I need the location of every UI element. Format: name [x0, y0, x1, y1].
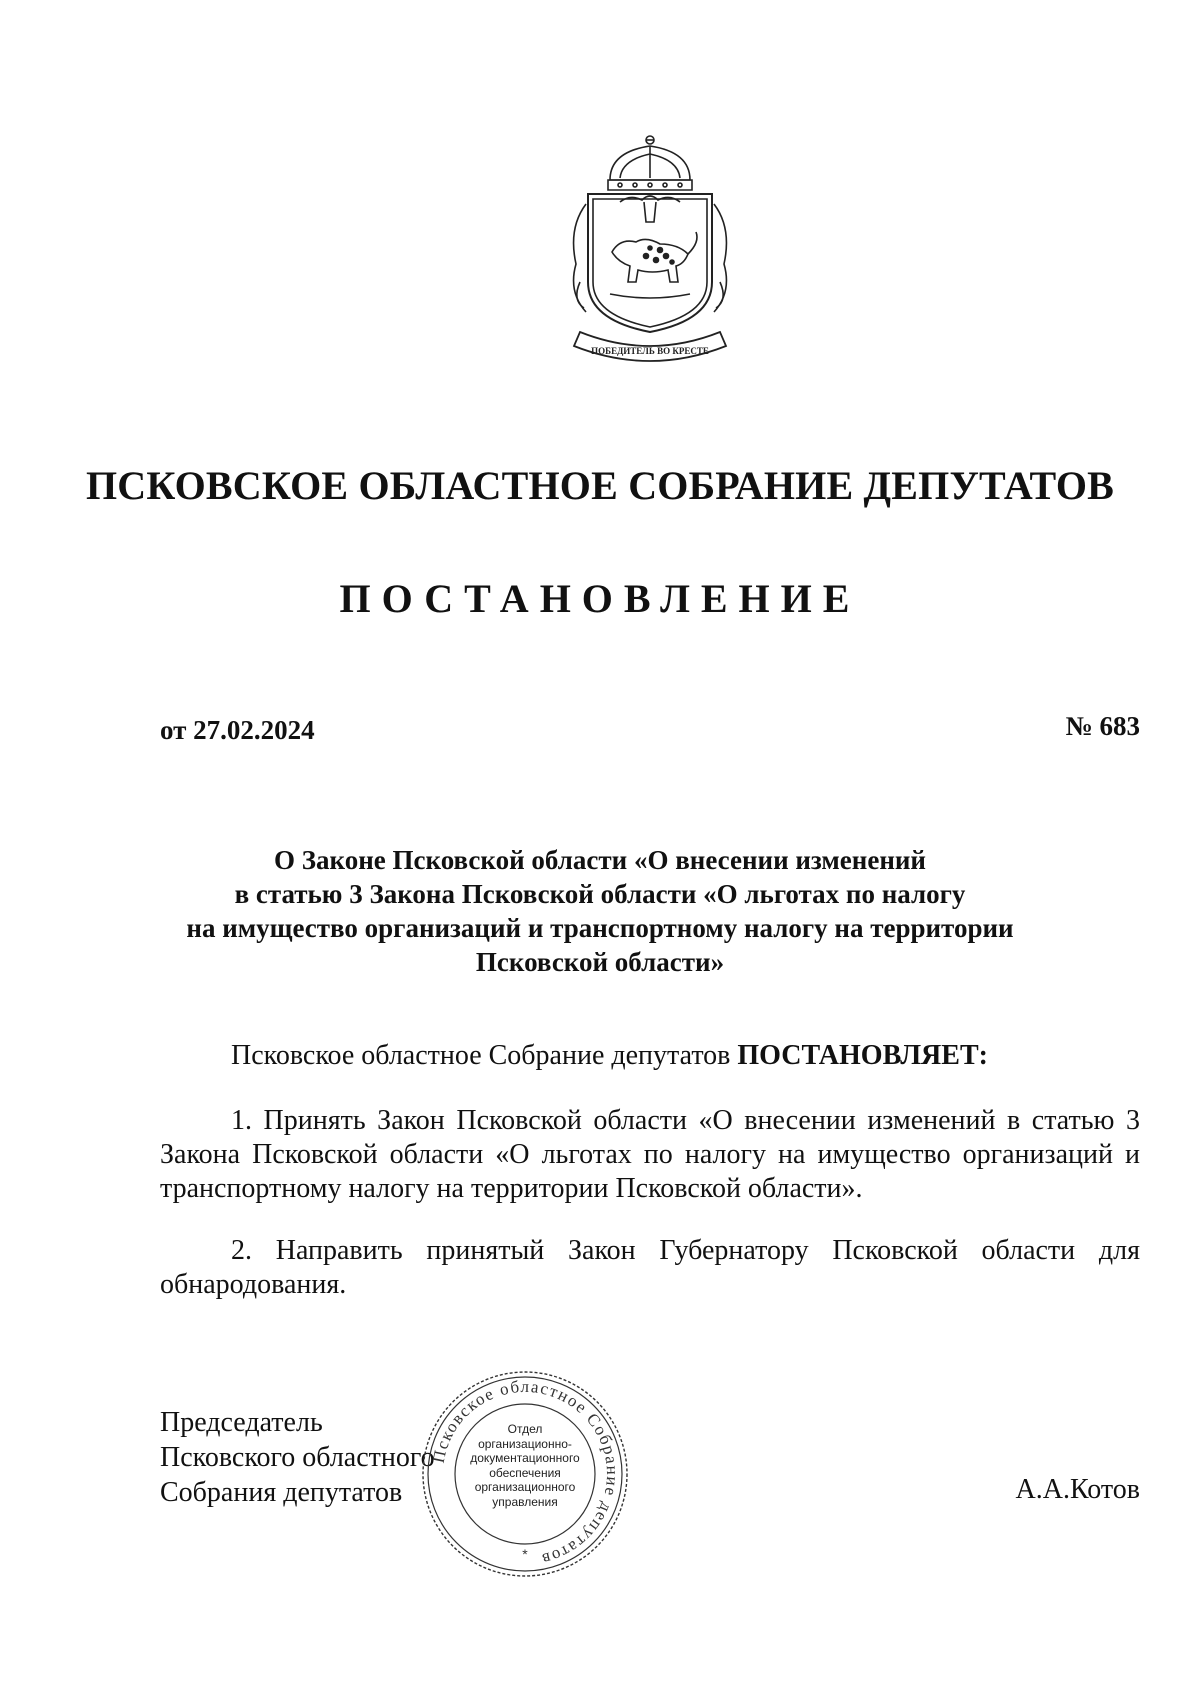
stamp-line: организационно-	[478, 1436, 572, 1451]
resolution-item-1: 1. Принять Закон Псковской области «О внесении изменений в статью 3 Закона Псковской области «О льготах по налогу на имущество организаций и транспортному налогу на территории Псковской области».	[160, 1105, 1140, 1204]
stamp-ring-text: Псковское областное Собрание депутатов	[428, 1376, 623, 1570]
coat-of-arms-emblem	[550, 132, 750, 377]
signer-name: А.А.Котов	[1015, 1474, 1140, 1505]
signature-title-line: Псковского областного	[160, 1442, 435, 1473]
resolution-item-2: 2. Направить принятый Закон Губернатору Псковской области для обнародования.	[160, 1235, 1140, 1300]
emblem-motto: ПОБЕДИТЕЛЬ ВО КРЕСТЕ	[591, 346, 709, 356]
coat-of-arms-icon	[550, 132, 750, 377]
subject-line: в статью 3 Закона Псковской области «О льготах по налогу	[234, 879, 966, 909]
subject-line: на имущество организаций и транспортному налогу на территории	[186, 913, 1014, 943]
signature-title-line: Председатель	[160, 1407, 323, 1438]
document-subject	[180, 843, 1020, 979]
stamp-line: документационного	[470, 1451, 580, 1465]
stamp-line: Отдел	[507, 1422, 543, 1436]
stamp-line: управления	[492, 1494, 558, 1509]
document-number: № 683	[1065, 711, 1140, 741]
official-stamp	[418, 1367, 632, 1581]
document-date: от 27.02.2024	[160, 715, 315, 745]
signature-title-line: Собрания депутатов	[160, 1477, 403, 1508]
subject-line: О Законе Псковской области «О внесении изменений	[274, 845, 926, 875]
stamp-line: обеспечения	[489, 1465, 561, 1480]
stamp-inner-text	[455, 1422, 595, 1509]
document-type: ПОСТАНОВЛЕНИЕ	[339, 576, 861, 621]
signature-title	[160, 1405, 435, 1510]
stamp-line: организационного	[474, 1480, 576, 1494]
preamble	[231, 1040, 988, 1072]
preamble-text: Псковское областное Собрание депутатов	[231, 1040, 731, 1071]
svg-text:*: *	[522, 1546, 528, 1562]
organization-title: ПСКОВСКОЕ ОБЛАСТНОЕ СОБРАНИЕ ДЕПУТАТОВ	[85, 463, 1115, 508]
subject-line: Псковской области»	[475, 947, 725, 977]
preamble-bold: ПОСТАНОВЛЯЕТ:	[737, 1040, 988, 1071]
